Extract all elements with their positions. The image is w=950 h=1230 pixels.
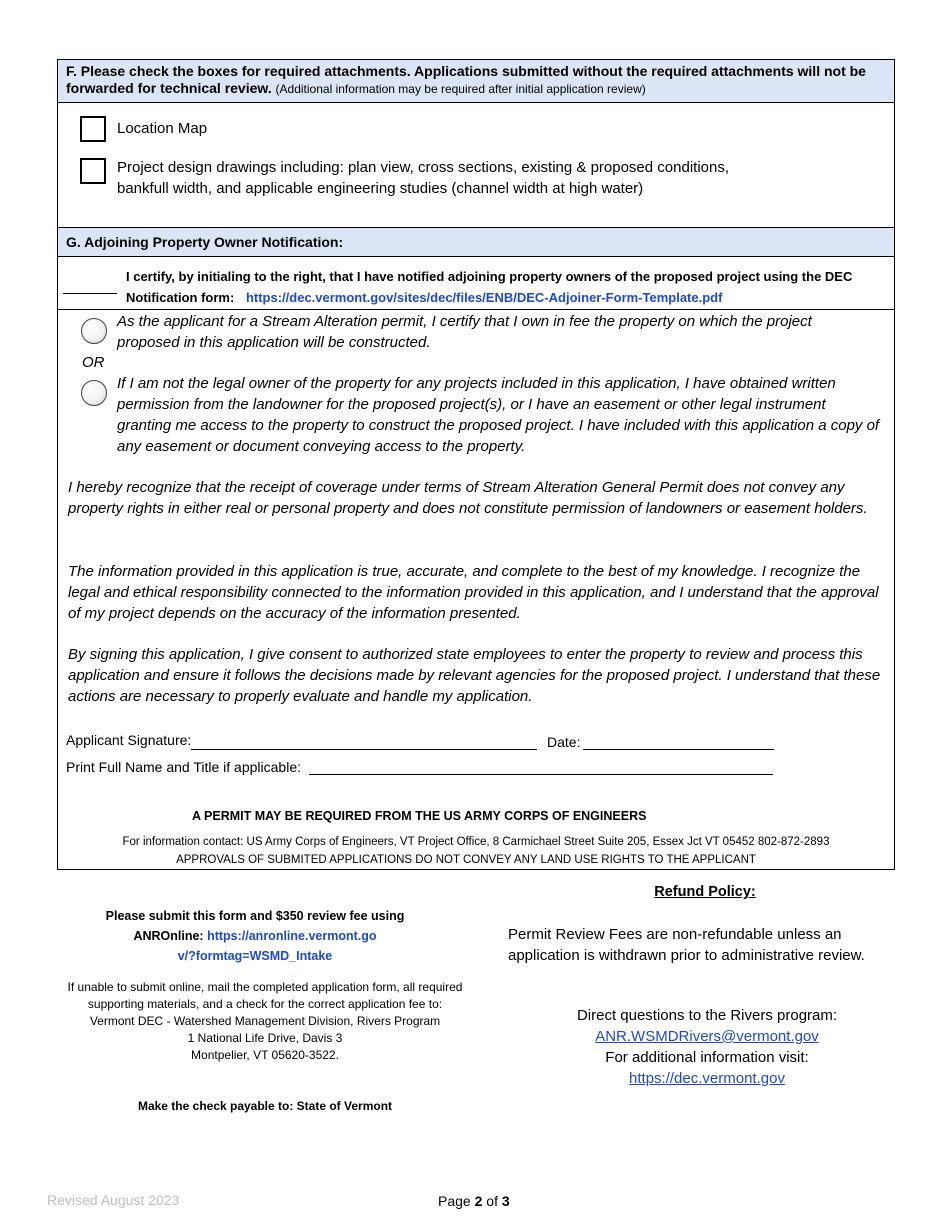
more-info-text: For additional information visit: <box>605 1049 809 1066</box>
adjoiner-form-link[interactable]: https://dec.vermont.gov/sites/dec/files/ENB/DEC-Adjoiner-Form-Template.pdf <box>245 290 723 305</box>
or-label: OR <box>82 354 105 371</box>
anr-label: ANROnline: <box>133 929 204 943</box>
design-drawings-checkbox[interactable] <box>80 158 106 184</box>
revised-date: Revised August 2023 <box>47 1192 180 1208</box>
section-f-header <box>58 60 894 102</box>
rivers-email-link[interactable]: ANR.WSMDRivers@vermont.gov <box>595 1028 819 1045</box>
anr-online-link[interactable]: https://anronline.vermont.gov/?formtag=WSMD_Intake <box>177 929 377 963</box>
submit-line: Please submit this form and $350 review fee using <box>105 909 405 923</box>
page-number <box>438 1193 510 1209</box>
print-name-label: Print Full Name and Title if applicable: <box>66 759 301 775</box>
divider <box>58 102 894 103</box>
not-owner-radio[interactable] <box>81 380 107 406</box>
location-map-checkbox[interactable] <box>80 116 106 142</box>
section-f-header-text: F. Please check the boxes for required attachments. Applications submitted without the required attachments will not be forwarded for technical review. <box>66 63 866 96</box>
initials-line[interactable] <box>63 293 117 294</box>
army-corps-contact: For information contact: US Army Corps of Engineers, VT Project Office, 8 Carmichael Street Suite 205, Essex Jct VT 05452 802-872-2893 <box>122 836 830 848</box>
questions-text: Direct questions to the Rivers program: <box>576 1007 838 1024</box>
recognize-paragraph: I hereby recognize that the receipt of coverage under terms of Stream Alteration General Permit does not convey any property rights in either real or personal property and does not constitute permission of landowners or easement holders. <box>68 479 868 517</box>
location-map-label: Location Map <box>117 120 208 137</box>
address-line-1: Vermont DEC - Watershed Management Division, Rivers Program <box>89 1014 441 1028</box>
design-drawings-label: Project design drawings including: plan view, cross sections, existing & proposed conditions, bankfull width, and applicable engineering studies (channel width at high water) <box>117 159 729 197</box>
anr-online <box>125 926 385 966</box>
page-current: 2 <box>474 1193 483 1209</box>
certify-text: I certify, by initialing to the right, that I have notified adjoining property owners of the proposed project using the DEC Notification form: <box>126 269 853 305</box>
print-name-field[interactable] <box>309 774 773 775</box>
submit-instructions <box>70 906 440 966</box>
consent-paragraph: By signing this application, I give consent to authorized state employees to enter the property to review and process this application and ensure it follows the decisions made by relevant agencies for the proposed project. I understand that these actions are necessary to properly evaluate and handle my application. <box>68 646 881 705</box>
section-g-header-text: G. Adjoining Property Owner Notification: <box>66 234 344 250</box>
address-line-3: Montpelier, VT 05620-3522. <box>191 1048 339 1062</box>
divider <box>58 256 894 257</box>
page-total: 3 <box>501 1193 510 1209</box>
divider <box>58 309 894 310</box>
payable-note: Make the check payable to: State of Vermont <box>137 1099 393 1113</box>
army-corps-heading: A PERMIT MAY BE REQUIRED FROM THE US ARMY CORPS OF ENGINEERS <box>192 809 647 823</box>
page-of: of <box>486 1193 498 1209</box>
owner-option-text: As the applicant for a Stream Alteration permit, I certify that I own in fee the property on which the project proposed in this application will be constructed. <box>117 313 812 351</box>
applicant-signature-field[interactable] <box>191 749 537 750</box>
not-owner-option-text: If I am not the legal owner of the property for any projects included in this application, I have obtained written permission from the landowner for the proposed project(s), or I have an easement or other legal instrument granting me access to the property to construct the proposed project. I have included with this application a copy of any easement or document conveying access to the property. <box>117 375 880 455</box>
contact-block <box>557 1005 857 1089</box>
section-g-header <box>58 228 894 256</box>
refund-policy-text: Permit Review Fees are non-refundable unless an application is withdrawn prior to administrative review. <box>508 926 865 964</box>
accuracy-paragraph: The information provided in this application is true, accurate, and complete to the best of my knowledge. I recognize the legal and ethical responsibility connected to the information provided in this application, and I understand that the approval of my project depends on the accuracy of the information presented. <box>68 563 879 622</box>
page-prefix: Page <box>438 1193 471 1209</box>
approvals-notice: APPROVALS OF SUBMITED APPLICATIONS DO NOT CONVEY ANY LAND USE RIGHTS TO THE APPLICANT <box>176 854 756 866</box>
date-field[interactable] <box>583 749 774 750</box>
applicant-signature-label: Applicant Signature: <box>66 732 192 748</box>
refund-policy-title: Refund Policy: <box>654 884 756 900</box>
mail-text: If unable to submit online, mail the completed application form, all required supporting materials, and a check for the correct application fee to: <box>67 980 463 1011</box>
address-line-2: 1 National Life Drive, Davis 3 <box>187 1031 343 1045</box>
date-label: Date: <box>547 734 581 750</box>
section-f-header-note: (Additional information may be required after initial application review) <box>275 82 646 96</box>
dec-website-link[interactable]: https://dec.vermont.gov <box>629 1070 785 1087</box>
owner-radio[interactable] <box>81 318 107 344</box>
mail-instructions <box>60 979 470 1064</box>
certify-notice <box>126 266 876 308</box>
